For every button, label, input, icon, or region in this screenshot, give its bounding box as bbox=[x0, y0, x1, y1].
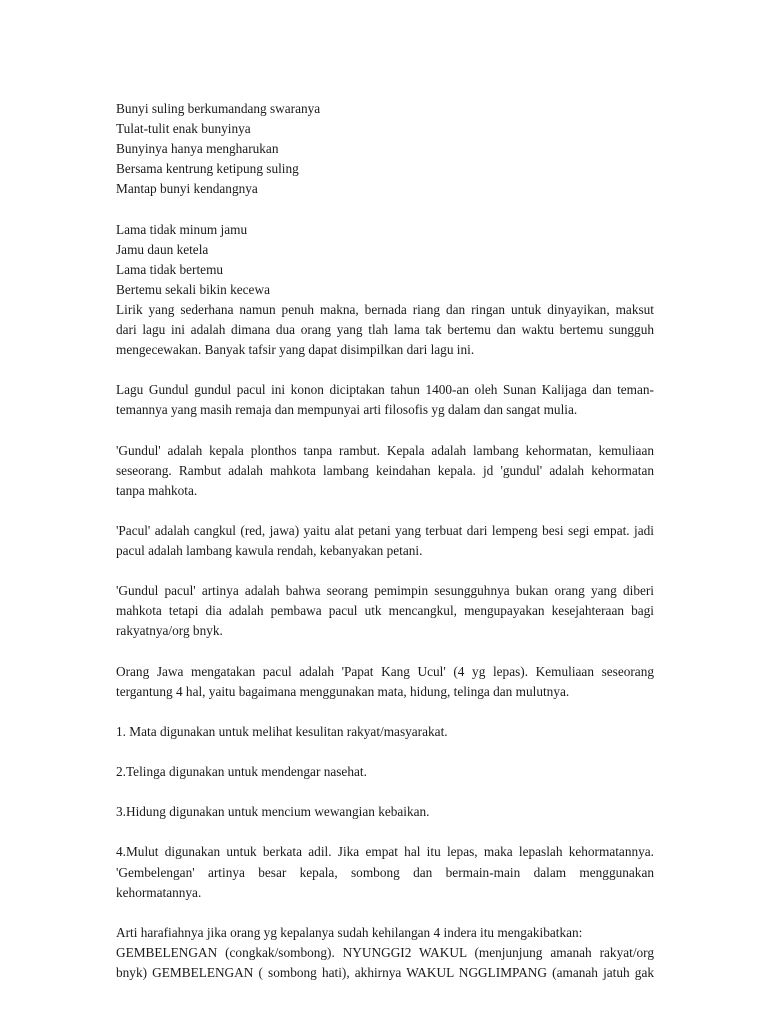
spacer bbox=[116, 782, 654, 802]
paragraph-line: tanpa mahkota. bbox=[116, 482, 198, 498]
paragraph-line: 'Pacul' adalah cangkul (red, jawa) yaitu alat petani yang terbuat dari lempeng besi segi empat. jadi bbox=[116, 522, 654, 538]
lyric-line: Lama tidak minum jamu bbox=[116, 221, 248, 237]
lyric-stanza-2 bbox=[116, 220, 654, 300]
spacer bbox=[116, 421, 654, 441]
spacer bbox=[116, 702, 654, 722]
paragraph-line: temannya yang masih remaja dan mempunyai arti filosofis yg dalam dan sangat mulia. bbox=[116, 402, 578, 418]
lyric-line: Jamu daun ketela bbox=[116, 241, 209, 257]
paragraph-line: mengecewakan. Banyak tafsir yang dapat disimpilkan dari lagu ini. bbox=[116, 342, 475, 358]
spacer bbox=[116, 501, 654, 521]
paragraph-line: Orang Jawa mengatakan pacul adalah 'Papat Kang Ucul' (4 yg lepas). Kemuliaan seseorang bbox=[116, 663, 654, 679]
paragraph-pacul bbox=[116, 521, 654, 561]
list-item-hidung: 3.Hidung digunakan untuk mencium wewangian kebaikan. bbox=[116, 804, 430, 820]
paragraph-lagu bbox=[116, 380, 654, 420]
paragraph-line: tergantung 4 hal, yaitu bagaimana menggunakan mata, hidung, telinga dan mulutnya. bbox=[116, 683, 570, 699]
lyric-line: Bunyi suling berkumandang swaranya bbox=[116, 101, 321, 116]
lyric-stanza-1 bbox=[116, 99, 654, 199]
paragraph-orang-jawa bbox=[116, 662, 654, 702]
paragraph-line: 'Gundul pacul' artinya adalah bahwa seorang pemimpin sesungguhnya bukan orang yang diberi bbox=[116, 583, 654, 599]
spacer bbox=[116, 561, 654, 581]
paragraph-arti bbox=[116, 923, 654, 983]
list-item-telinga: 2.Telinga digunakan untuk mendengar nasehat. bbox=[116, 764, 367, 780]
lyric-line: Bersama kentrung ketipung suling bbox=[116, 161, 299, 177]
spacer bbox=[116, 642, 654, 662]
paragraph-gundul-pacul bbox=[116, 581, 654, 641]
paragraph-line: bnyk) GEMBELENGAN ( sombong hati), akhirnya WAKUL NGGLIMPANG (amanah jatuh gak bbox=[116, 965, 654, 981]
paragraph-lirik bbox=[116, 300, 654, 360]
paragraph-mulut bbox=[116, 842, 654, 902]
paragraph-line: 'Gembelengan' artinya besar kepala, sombong dan bermain-main dalam menggunakan bbox=[116, 864, 654, 880]
spacer bbox=[116, 199, 654, 219]
paragraph-line: Arti harafiahnya jika orang yg kepalanya sudah kehilangan 4 indera itu mengakibatkan: bbox=[116, 924, 583, 940]
document-page bbox=[116, 99, 654, 983]
spacer bbox=[116, 822, 654, 842]
spacer bbox=[116, 742, 654, 762]
paragraph-line: 4.Mulut digunakan untuk berkata adil. Jika empat hal itu lepas, maka lepaslah kehormatannya. bbox=[116, 844, 654, 860]
paragraph-line: Lagu Gundul gundul pacul ini konon diciptakan tahun 1400-an oleh Sunan Kalijaga dan teman- bbox=[116, 382, 654, 398]
paragraph-line: Lirik yang sederhana namun penuh makna, bernada riang dan ringan untuk dinyayikan, maksut bbox=[116, 301, 654, 317]
paragraph-line: 'Gundul' adalah kepala plonthos tanpa rambut. Kepala adalah lambang kehormatan, kemuliaan bbox=[116, 442, 654, 458]
lyric-line: Mantap bunyi kendangnya bbox=[116, 181, 258, 197]
paragraph-gundul bbox=[116, 441, 654, 501]
paragraph-line: seseorang. Rambut adalah mahkota lambang keindahan kepala. jd 'gundul' adalah kehormatan bbox=[116, 462, 654, 478]
list-item-mata: 1. Mata digunakan untuk melihat kesulitan rakyat/masyarakat. bbox=[116, 723, 448, 739]
spacer bbox=[116, 903, 654, 923]
paragraph-line: pacul adalah lambang kawula rendah, kebanyakan petani. bbox=[116, 543, 423, 559]
paragraph-line: kehormatannya. bbox=[116, 884, 202, 900]
paragraph-line: mahkota tetapi dia adalah pembawa pacul utk mencangkul, mengupayakan kesejahteraan bagi bbox=[116, 603, 654, 619]
lyric-line: Bunyinya hanya mengharukan bbox=[116, 141, 279, 157]
paragraph-line: GEMBELENGAN (congkak/sombong). NYUNGGI2 WAKUL (menjunjung amanah rakyat/org bbox=[116, 944, 654, 960]
lyric-line: Tulat-tulit enak bunyinya bbox=[116, 121, 251, 137]
spacer bbox=[116, 360, 654, 380]
lyric-line: Bertemu sekali bikin kecewa bbox=[116, 281, 270, 297]
paragraph-line: dari lagu ini adalah dimana dua orang yang tlah lama tak bertemu dan waktu bertemu sungguh bbox=[116, 322, 654, 338]
paragraph-line: rakyatnya/org bnyk. bbox=[116, 623, 223, 639]
lyric-line: Lama tidak bertemu bbox=[116, 261, 224, 277]
